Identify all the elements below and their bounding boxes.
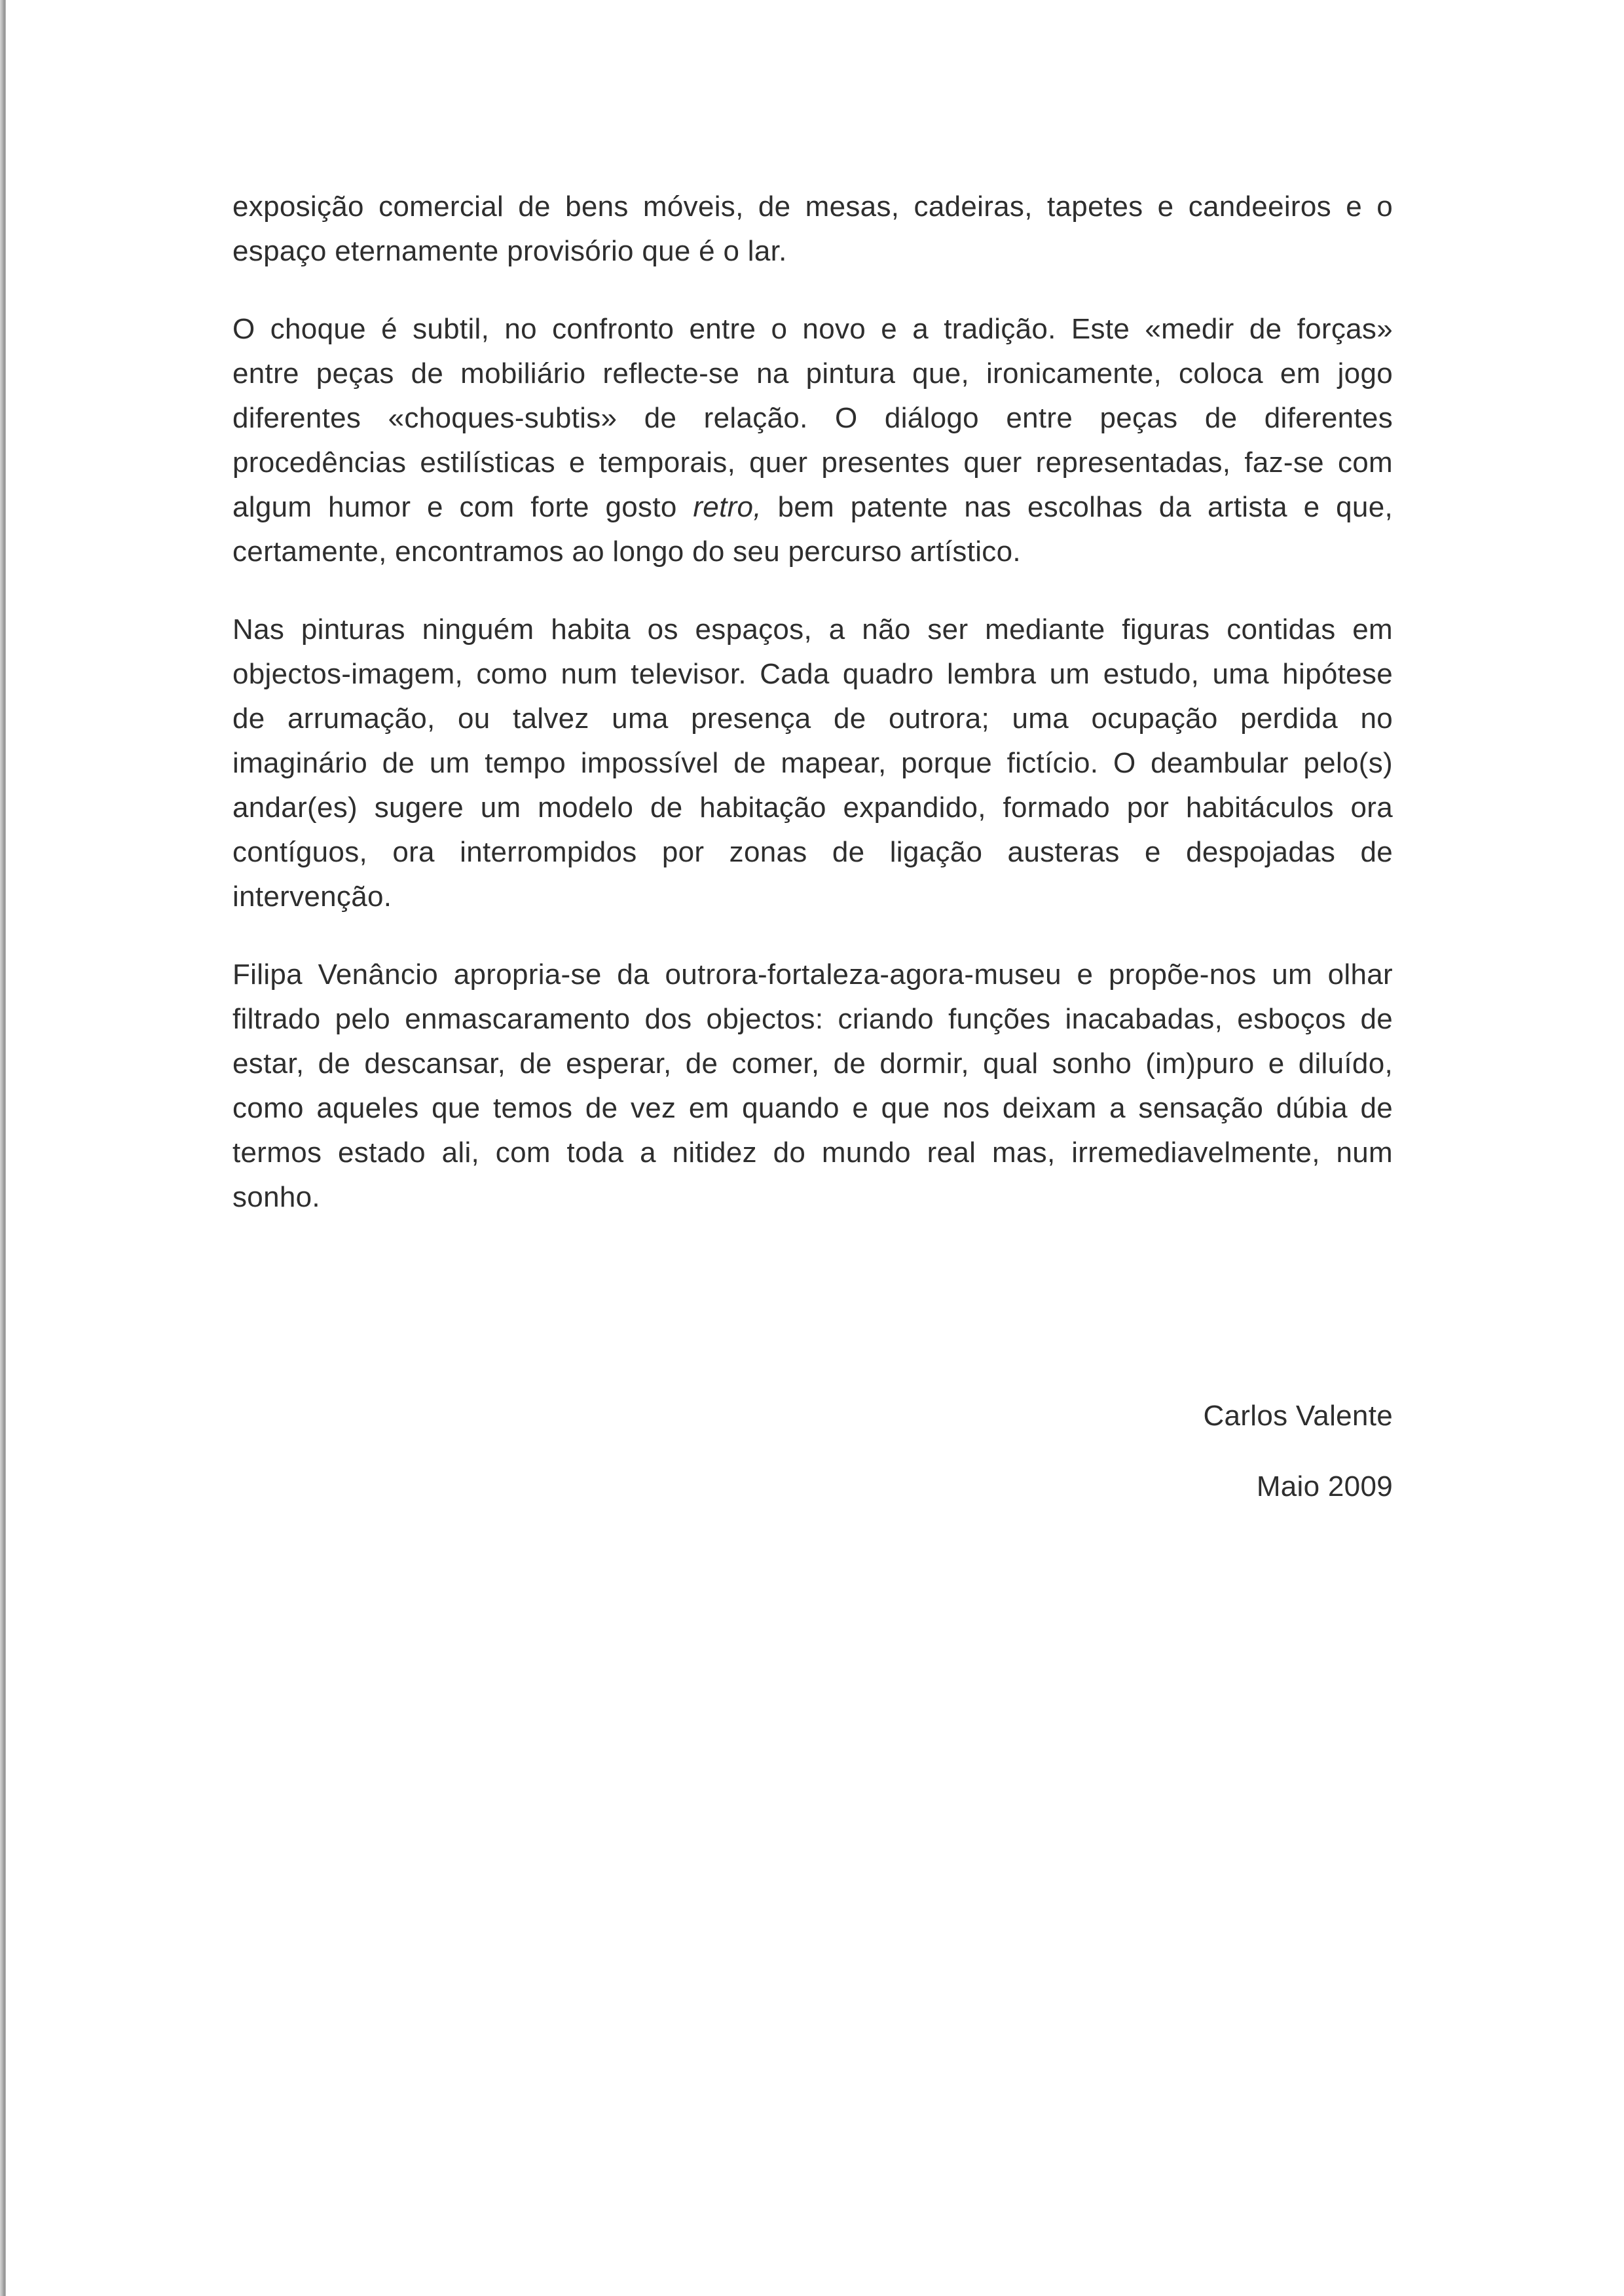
text-line: de arrumação, ou talvez uma presença de outrora; uma ocupação perdida no — [232, 702, 1393, 735]
paragraph — [232, 953, 1393, 1220]
text-line: objectos-imagem, como num televisor. Cada quadro lembra um estudo, uma hipótese — [232, 658, 1393, 690]
text-line: Nas pinturas ninguém habita os espaços, a não ser mediante figuras contidas em — [232, 613, 1393, 646]
text-line: exposição comercial de bens móveis, de mesas, cadeiras, tapetes e candeeiros e o — [232, 191, 1393, 223]
text-line: como aqueles que temos de vez em quando e que nos deixam a sensação dúbia de — [232, 1092, 1393, 1124]
text-line: espaço eternamente provisório que é o lar. — [232, 235, 787, 267]
signature-name: Carlos Valente — [1203, 1400, 1393, 1432]
text-line: diferentes «choques-subtis» de relação. O diálogo entre peças de diferentes — [232, 402, 1393, 434]
text-line: Filipa Venâncio apropria-se da outrora-fortaleza-agora-museu e propõe-nos um olhar — [232, 958, 1393, 991]
signature-date: Maio 2009 — [1256, 1470, 1393, 1503]
paragraph — [232, 185, 1393, 274]
text-line: imaginário de um tempo impossível de mapear, porque fictício. O deambular pelo(s) — [232, 747, 1393, 779]
text-line: filtrado pelo enmascaramento dos objectos: criando funções inacabadas, esboços de — [232, 1003, 1393, 1035]
text-segment: algum humor e com forte gosto — [232, 491, 693, 523]
scan-edge-artifact — [0, 0, 6, 2296]
text-line: estar, de descansar, de esperar, de comer, de dormir, qual sonho (im)puro e diluído, — [232, 1048, 1393, 1080]
text-line: procedências estilísticas e temporais, quer presentes quer representadas, faz-se com — [232, 446, 1393, 479]
text-line: intervenção. — [232, 881, 392, 913]
text-line: entre peças de mobiliário reflecte-se na pintura que, ironicamente, coloca em jogo — [232, 357, 1393, 390]
text-line: andar(es) sugere um modelo de habitação expandido, formado por habitáculos ora — [232, 792, 1393, 824]
paragraphs — [232, 185, 1393, 1220]
text-line — [232, 485, 1393, 530]
text-segment: bem patente nas escolhas da artista e que, — [761, 491, 1393, 523]
text-line: O choque é subtil, no confronto entre o novo e a tradição. Este «medir de forças» — [232, 313, 1393, 345]
text-line: termos estado ali, com toda a nitidez do mundo real mas, irremediavelmente, num — [232, 1137, 1393, 1169]
signature-block — [232, 1394, 1393, 1509]
document-text — [232, 185, 1393, 1509]
text-line: contíguos, ora interrompidos por zonas de ligação austeras e despojadas de — [232, 836, 1393, 868]
paragraph — [232, 307, 1393, 574]
text-line: sonho. — [232, 1181, 320, 1213]
italic-word: retro, — [693, 491, 762, 523]
text-line: certamente, encontramos ao longo do seu percurso artístico. — [232, 536, 1021, 568]
paragraph — [232, 608, 1393, 919]
